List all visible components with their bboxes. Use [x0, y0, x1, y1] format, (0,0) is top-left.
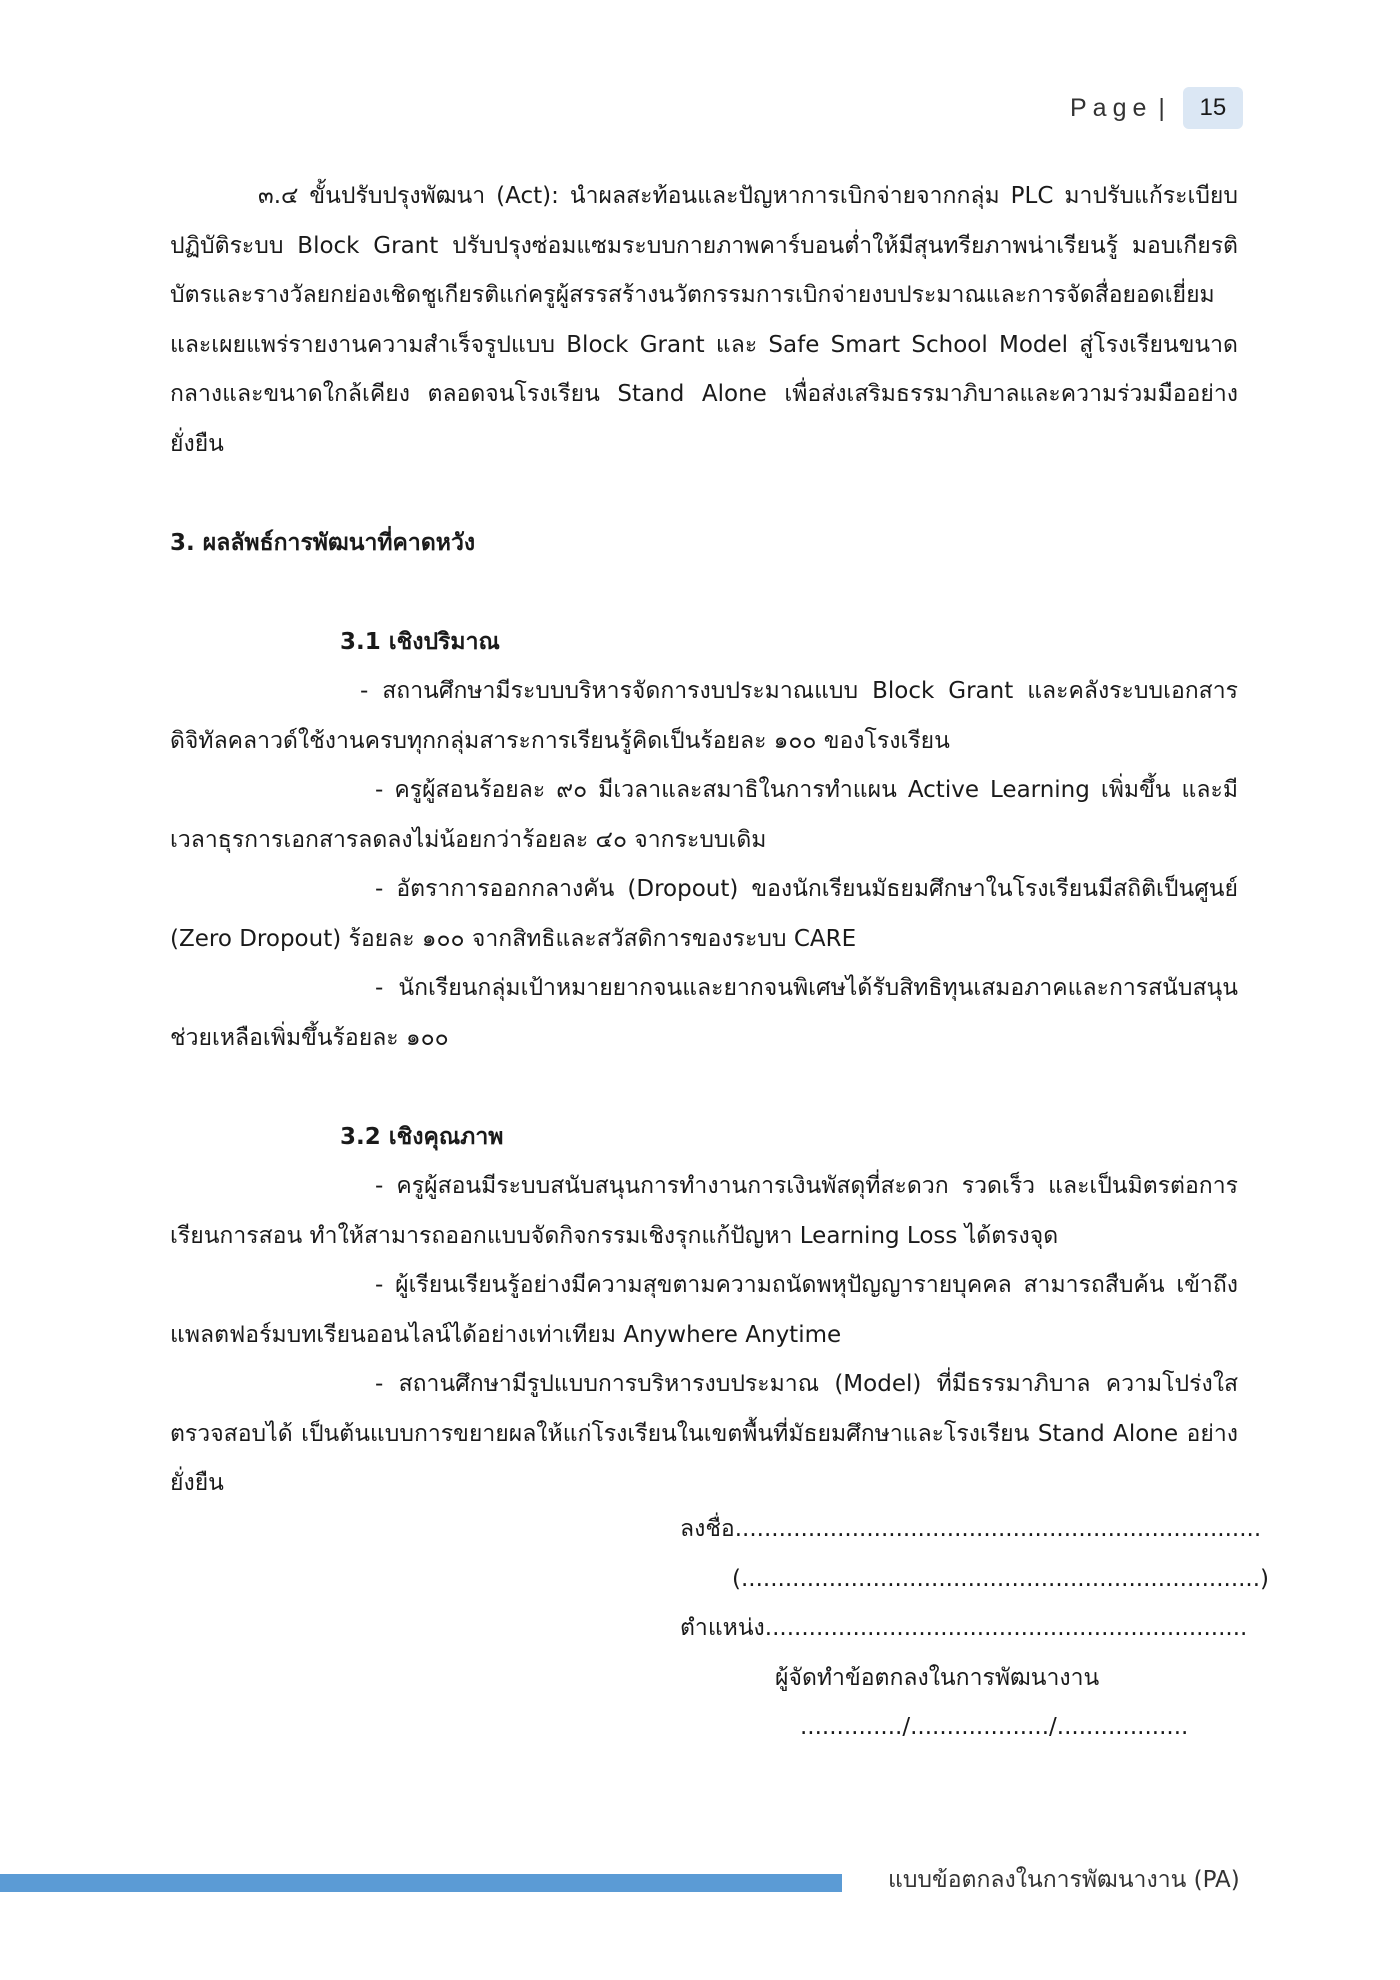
quantitative-heading: 3.1 เชิงปริมาณ [340, 628, 500, 655]
spacer [170, 1063, 1238, 1113]
spacer [170, 469, 1238, 519]
quantitative-item: - ครูผู้สอนร้อยละ ๙๐ มีเวลาและสมาธิในการทำแผน Active Learning เพิ่มขึ้น และมีเวลาธุรการเอกสารลดลงไม่น้อยกว่าร้อยละ ๔๐ จากระบบเดิม [170, 777, 1238, 853]
page-label: Page [1070, 93, 1153, 122]
act-paragraph: ๓.๔ ขั้นปรับปรุงพัฒนา (Act): นำผลสะท้อนและปัญหาการเบิกจ่ายจากกลุ่ม PLC มาปรับแก้ระเบียบปฏิบัติระบบ Block Grant ปรับปรุงซ่อมแซมระบบกายภาพคาร์บอนต่ำให้มีสุนทรียภาพน่าเรียนรู้ มอบเกียรติบัตรและรางวัลยกย่องเชิดชูเกียรติแก่ครูผู้สรรสร้างนวัตกรรมการเบิกจ่ายงบประมาณและการจัดสื่อยอดเยี่ยม และเผยแพร่รายงานความสำเร็จรูปแบบ Block Grant และ Safe Smart School Model สู่โรงเรียนขนาดกลางและขนาดใกล้เคียง ตลอดจนโรงเรียน Stand Alone เพื่อส่งเสริมธรรมาภิบาลและความร่วมมืออย่างยั่งยืน [170, 183, 1238, 457]
quantitative-item: - นักเรียนกลุ่มเป้าหมายยากจนและยากจนพิเศษได้รับสิทธิทุนเสมอภาคและการสนับสนุนช่วยเหลือเพิ่มขึ้นร้อยละ ๑๐๐ [170, 975, 1238, 1051]
qualitative-item: - สถานศึกษามีรูปแบบการบริหารงบประมาณ (Model) ที่มีธรรมาภิบาล ความโปร่งใส ตรวจสอบได้ เป็นต้นแบบการขยายผลให้แก่โรงเรียนในเขตพื้นที่มัธยมศึกษาและโรงเรียน Stand Alone อย่างยั่งยืน [170, 1371, 1238, 1496]
page-header [1070, 88, 1243, 128]
signature-date-line: ............../.................../.................. [800, 1714, 1189, 1740]
qualitative-item: - ผู้เรียนเรียนรู้อย่างมีความสุขตามความถนัดพหุปัญญารายบุคคล สามารถสืบค้น เข้าถึงแพลตฟอร์มบทเรียนออนไลน์ได้อย่างเท่าเทียม Anywhere Anytime [170, 1272, 1238, 1348]
signature-line: ลงชื่อ........................................................................ [680, 1516, 1262, 1542]
spacer [170, 568, 1238, 618]
footer-title: แบบข้อตกลงในการพัฒนางาน (PA) [888, 1867, 1240, 1893]
quantitative-item: - อัตราการออกกลางคัน (Dropout) ของนักเรียนมัธยมศึกษาในโรงเรียนมีสถิติเป็นศูนย์ (Zero Dropout) ร้อยละ ๑๐๐ จากสิทธิและสวัสดิการของระบบ CARE [170, 876, 1238, 952]
qualitative-item: - ครูผู้สอนมีระบบสนับสนุนการทำงานการเงินพัสดุที่สะดวก รวดเร็ว และเป็นมิตรต่อการเรียนการสอน ทำให้สามารถออกแบบจัดกิจกรรมเชิงรุกแก้ปัญหา Learning Loss ได้ตรงจุด [170, 1173, 1238, 1249]
qualitative-heading: 3.2 เชิงคุณภาพ [340, 1123, 504, 1150]
section-3-heading: 3. ผลลัพธ์การพัฒนาที่คาดหวัง [170, 529, 476, 556]
page-number-badge: 15 [1183, 87, 1243, 129]
signature-role: ผู้จัดทำข้อตกลงในการพัฒนางาน [775, 1664, 1100, 1691]
signature-block [680, 1505, 1270, 1753]
page-separator: | [1158, 93, 1165, 122]
document-body [170, 172, 1238, 1509]
signature-position-line: ตำแหน่ง.................................................................. [680, 1615, 1248, 1641]
signature-name-line: (.......................................................................) [732, 1565, 1270, 1592]
footer-accent-bar [0, 1874, 842, 1892]
quantitative-item: - สถานศึกษามีระบบบริหารจัดการงบประมาณแบบ Block Grant และคลังระบบเอกสารดิจิทัลคลาวด์ใช้งานครบทุกกลุ่มสาระการเรียนรู้คิดเป็นร้อยละ ๑๐๐ ของโรงเรียน [170, 678, 1238, 754]
